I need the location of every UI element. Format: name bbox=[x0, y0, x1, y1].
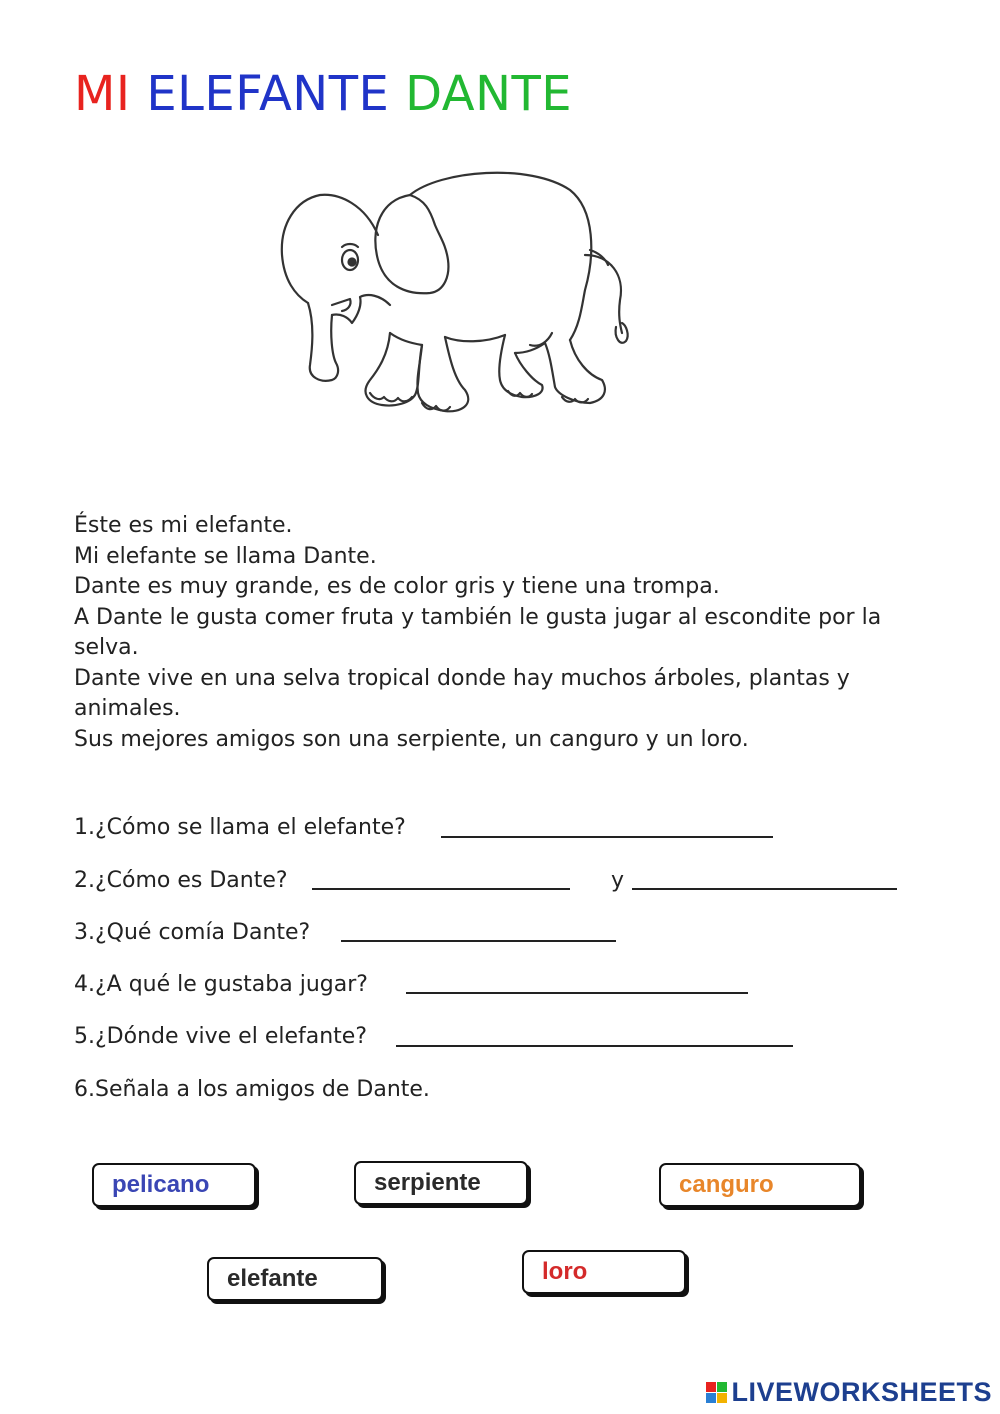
question-3: 3.¿Qué comía Dante? bbox=[74, 920, 311, 945]
answer-4-input[interactable] bbox=[406, 992, 748, 994]
answer-2a-input[interactable] bbox=[312, 888, 570, 890]
option-elefante[interactable] bbox=[207, 1257, 383, 1301]
question-2-connector: y bbox=[611, 868, 625, 893]
option-label: loro bbox=[542, 1258, 588, 1285]
story-line: Dante vive en una selva tropical donde hay muchos árboles, plantas y animales. bbox=[74, 665, 850, 721]
question-6: 6.Señala a los amigos de Dante. bbox=[74, 1077, 430, 1102]
liveworksheets-logo bbox=[706, 1377, 992, 1408]
option-pelicano[interactable] bbox=[92, 1163, 256, 1207]
question-2: 2.¿Cómo es Dante? bbox=[74, 868, 288, 893]
option-canguro[interactable] bbox=[659, 1163, 861, 1207]
story-text bbox=[74, 511, 934, 755]
option-serpiente[interactable] bbox=[354, 1161, 528, 1205]
elephant-drawing-icon bbox=[270, 165, 640, 425]
story-line: Dante es muy grande, es de color gris y tiene una trompa. bbox=[74, 574, 720, 599]
option-label: serpiente bbox=[374, 1169, 481, 1196]
question-1: 1.¿Cómo se llama el elefante? bbox=[74, 815, 406, 840]
answer-5-input[interactable] bbox=[396, 1045, 793, 1047]
answer-1-input[interactable] bbox=[441, 836, 773, 838]
story-line: Sus mejores amigos son una serpiente, un canguro y un loro. bbox=[74, 726, 749, 752]
answer-3-input[interactable] bbox=[341, 940, 616, 942]
question-4: 4.¿A qué le gustaba jugar? bbox=[74, 972, 368, 997]
story-line: A Dante le gusta comer fruta y también le gusta jugar al escondite por la selva. bbox=[74, 604, 882, 660]
option-loro[interactable] bbox=[522, 1250, 686, 1294]
liveworksheets-logo-icon bbox=[706, 1382, 727, 1403]
page-title bbox=[74, 66, 572, 122]
option-label: pelicano bbox=[112, 1171, 210, 1198]
title-word-dante: DANTE bbox=[405, 66, 573, 122]
story-line: Éste es mi elefante. bbox=[74, 513, 293, 538]
title-word-elefante: ELEFANTE bbox=[146, 66, 390, 122]
title-word-mi: MI bbox=[74, 66, 131, 122]
answer-2b-input[interactable] bbox=[632, 888, 897, 890]
question-5: 5.¿Dónde vive el elefante? bbox=[74, 1024, 368, 1049]
option-label: canguro bbox=[679, 1171, 774, 1198]
brand-name: LIVEWORKSHEETS bbox=[731, 1377, 992, 1407]
option-label: elefante bbox=[227, 1265, 318, 1292]
story-line: Mi elefante se llama Dante. bbox=[74, 543, 377, 569]
